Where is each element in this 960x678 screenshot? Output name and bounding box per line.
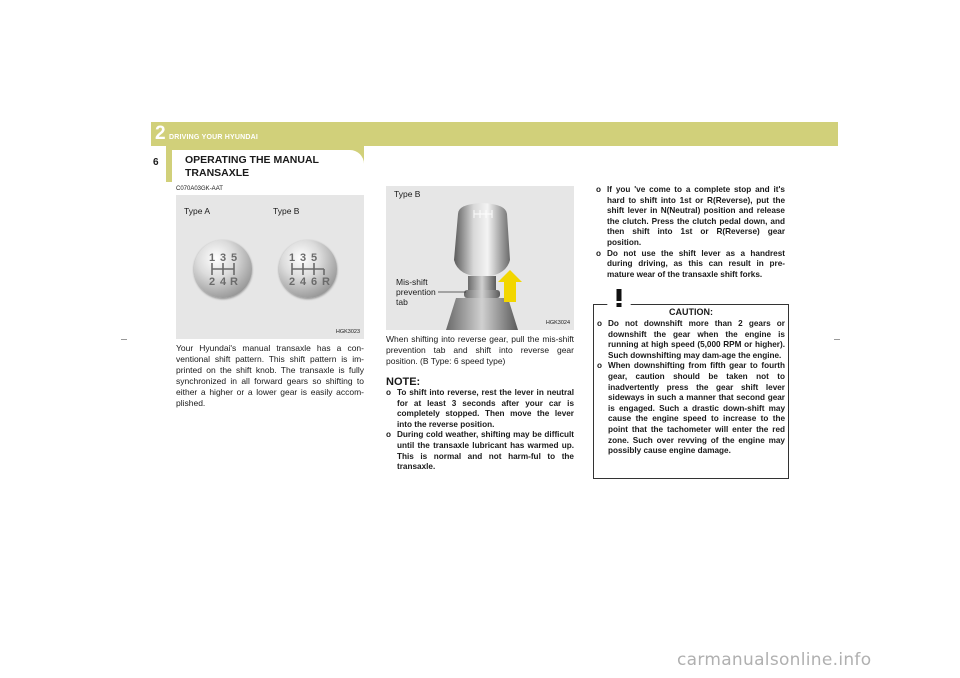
chapter-title: DRIVING YOUR HYUNDAI	[169, 134, 259, 141]
note-item-text: To shift into reverse, rest the lever in neutral for at least 3 seconds after your car is completely stopped. Then move the lever into the reverse position.	[397, 388, 574, 429]
type-a-label: Type A	[184, 206, 210, 216]
caution-item-text: When downshifting from fifth gear to fourth gear, caution should be taken not to inadvertently press the gear shift lever sideways in such a manner that second gear is engaged. Such a drastic down-shift may cause the engine speed to increase to the point that the tachometer will enter the red zone. Such over revving of the engine may possibly cause engine damage.	[608, 361, 785, 456]
knob-b-gear-5: 5	[310, 252, 318, 264]
knob-a-gear-2: 2	[208, 276, 216, 288]
type-b-label: Type B	[273, 206, 300, 216]
figure2-code: HGK3024	[545, 320, 570, 326]
tab-label-line-2: prevention	[396, 287, 436, 297]
figure-shift-patterns	[176, 195, 364, 339]
up-arrow-shaft	[504, 282, 516, 302]
chapter-number: 2	[155, 123, 166, 144]
caution-item-text: Do not downshift more than 2 gears or downshift the gear when the engine is running at high speed (5,000 RPM or higher). Such downshifting may dam-age the engine.	[608, 319, 785, 360]
note-title: NOTE:	[386, 376, 421, 388]
figure-shift-lever	[386, 186, 574, 330]
right-item	[596, 249, 785, 281]
note-item-text: During cold weather, shifting may be difficult until the transaxle lubricant has warmed up. This is normal and not harm-ful to the transaxle.	[397, 430, 574, 472]
shift-pattern-a-icon	[194, 240, 252, 298]
reverse-paragraph: When shifting into reverse gear, pull the mis-shift prevention tab and shift into reverse gear position. (B Type: 6 speed type)	[386, 334, 574, 366]
tab-label-line-1: Mis-shift	[396, 277, 428, 287]
right-item	[596, 185, 785, 249]
shift-knob-type-b	[279, 240, 337, 298]
knob-b-gear-4: 4	[299, 276, 307, 288]
knob-a-gear-r: R	[230, 276, 238, 288]
figure1-code: HGK3023	[335, 329, 360, 335]
page-number: 6	[153, 157, 159, 168]
section-code: C070A03GK-AAT	[176, 186, 223, 192]
knob-b-gear-r: R	[322, 276, 330, 288]
knob-a-gear-4: 4	[219, 276, 227, 288]
caution-title: CAUTION:	[669, 307, 713, 317]
right-list	[596, 185, 785, 280]
shift-pattern-b-icon	[279, 240, 337, 298]
caution-item	[597, 319, 785, 361]
intro-paragraph: Your Hyundai's manual transaxle has a con-ventional shift pattern. This shift pattern is im-printed on the shift knob. The transaxle is fully synchronized in all forward gears so shifting to either a higher or a lower gear is easily accom-plished.	[176, 343, 364, 408]
bullet-mark: o	[597, 319, 603, 328]
note-list	[386, 388, 574, 473]
crop-mark-right	[834, 339, 840, 340]
bullet-mark: o	[386, 388, 392, 397]
knob-b-gear-6: 6	[310, 276, 318, 288]
knob-b-gear-2: 2	[288, 276, 296, 288]
bullet-mark: o	[597, 361, 603, 371]
knob-b-gear-3: 3	[299, 252, 307, 264]
shift-knob-type-a	[194, 240, 252, 298]
crop-mark-left	[121, 339, 127, 340]
knob-a-gear-1: 1	[208, 252, 216, 264]
watermark: carmanualsonline.info	[677, 650, 872, 670]
bullet-mark: o	[596, 248, 602, 258]
type-b-lever-label: Type B	[394, 189, 421, 199]
tab-label-line-3: tab	[396, 297, 408, 307]
section-title: OPERATING THE MANUAL TRANSAXLE	[185, 154, 319, 179]
shift-lever-illustration	[386, 186, 574, 330]
right-item-text: Do not use the shift lever as a handrest during driving, as this can result in pre-mature wear of the transaxle shift forks.	[607, 248, 785, 279]
knob-b-gear-1: 1	[288, 252, 296, 264]
knob-a-gear-5: 5	[230, 252, 238, 264]
caution-item	[597, 361, 785, 456]
knob-a-gear-3: 3	[219, 252, 227, 264]
mis-shift-tab-label	[396, 277, 436, 307]
bullet-mark: o	[596, 185, 602, 194]
bullet-mark: o	[386, 430, 392, 440]
caution-list	[597, 319, 785, 457]
warning-icon	[605, 283, 633, 309]
note-item	[386, 430, 574, 472]
right-item-text: If you 've come to a complete stop and it's hard to shift into 1st or R(Reverse), put the shift lever in N(Neutral) position and release the clutch. Press the clutch pedal down, and then shift into 1st or R(Reverse) gear position.	[607, 185, 785, 247]
note-item	[386, 388, 574, 430]
